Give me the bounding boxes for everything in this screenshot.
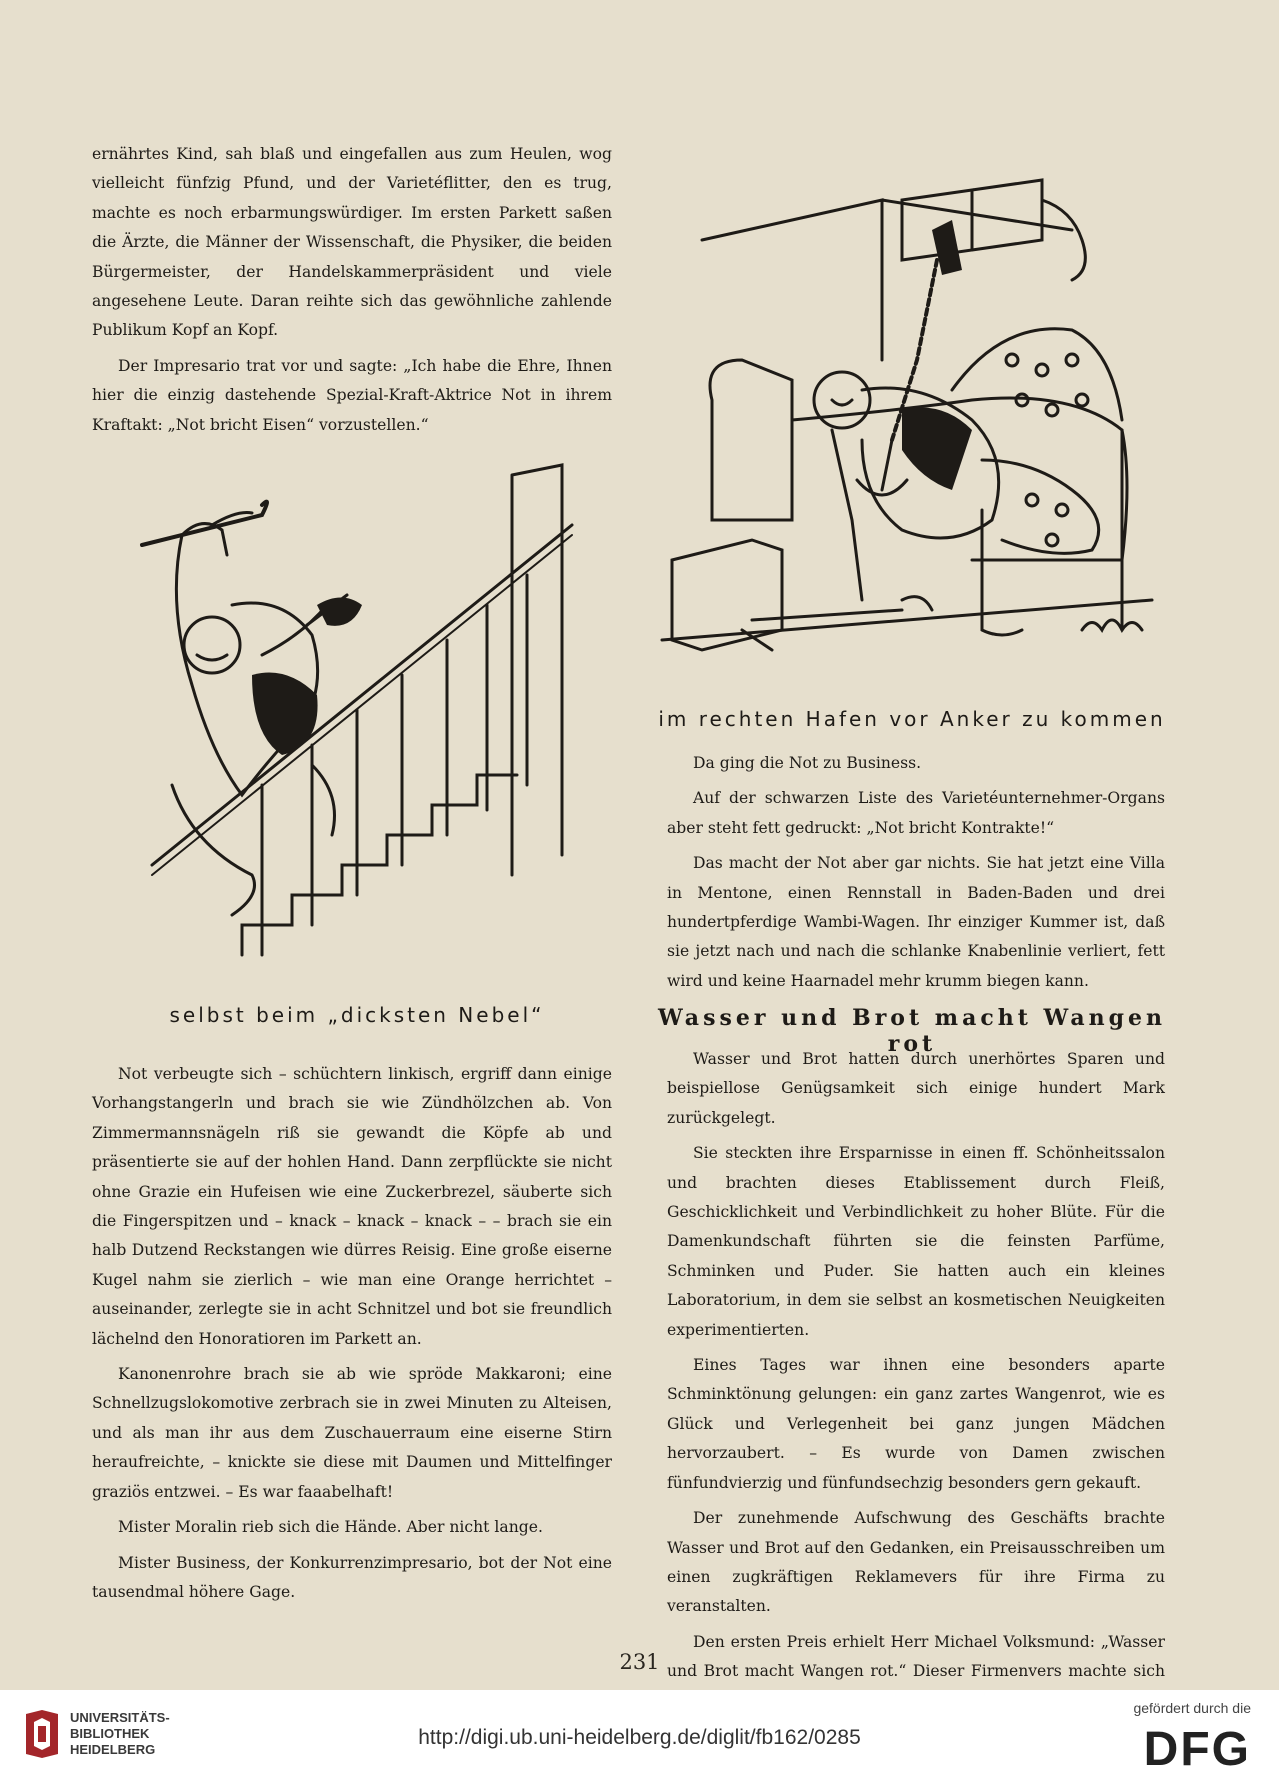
library-name-line: HEIDELBERG: [70, 1742, 156, 1757]
paragraph: Das macht der Not aber gar nichts. Sie hat jetzt eine Villa in Mentone, einen Rennstall in Baden-Baden und drei hundertpferdige Wambi-Wagen. Ihr einziger Kummer ist, daß sie jetzt nach und nach die schlanke Knabenlinie verliert, fett wird und keine Haarnadel mehr krumm biegen kann.: [667, 854, 1165, 990]
paragraph: Wasser und Brot hatten durch unerhörtes Sparen und beispiellose Genügsamkeit sich einige hundert Mark zurückgelegt.: [667, 1050, 1165, 1127]
right-text-bottom: [667, 1045, 1165, 1690]
section-heading: Wasser und Brot macht Wangen rot: [658, 1005, 1166, 1057]
paragraph: Mister Moralin rieb sich die Hände. Aber nicht lange.: [118, 1518, 543, 1537]
paragraph: Mister Business, der Konkurrenzimpresario, bot der Not eine tausendmal höhere Gage.: [92, 1553, 612, 1601]
left-text-bottom: [92, 1060, 612, 1613]
paragraph: ernährtes Kind, sah blaß und eingefallen aus zum Heulen, wog vielleicht fünfzig Pfund, und der Varietéflitter, den es trug, machte es noch erbarmungswürdiger. Im ersten Parkett saßen die Ärzte, die Männer der Wissenschaft, die Physiker, die beiden Bürgermeister, der Handelskammerpräsident und viele angesehene Leute. Daran reihte sich das gewöhnliche zahlende Publikum Kopf an Kopf.: [92, 145, 612, 340]
digital-url-link[interactable]: http://digi.ub.uni-heidelberg.de/diglit/fb162/0285: [418, 1726, 861, 1749]
staircase-illustration: [112, 455, 602, 965]
paragraph: Der Impresario trat vor und sagte: „Ich habe die Ehre, Ihnen hier die einzig dastehende Spezial-Kraft-Aktrice Not in ihrem Kraftakt: „Not bricht Eisen“ vorzustellen.“: [92, 356, 612, 434]
left-illustration-caption: selbst beim „dicksten Nebel“: [169, 1003, 545, 1027]
paragraph: Sie steckten ihre Ersparnisse in einen ff. Schönheitssalon und brachten dieses Etablissement durch Fleiß, Geschicklichkeit und Verbindlichkeit zu hoher Blüte. Für die Damenkundschaft führten sie die feinsten Parfüme, Schminken und Puder. Sie hatten auch ein kleines Laboratorium, in dem sie selbst an kosmetischen Neuigkeiten experimentierten.: [667, 1144, 1165, 1339]
footer-bar: [0, 1690, 1279, 1786]
page-number: 231: [619, 1650, 660, 1674]
library-name-line: UNIVERSITÄTS-: [70, 1710, 170, 1725]
paragraph: Not verbeugte sich – schüchtern linkisch, ergriff dann einige Vorhangstangerln und brach sie wie Zündhölzchen ab. Von Zimmermannsnägeln riß sie gewandt die Köpfe ab und präsentierte sie auf der hohlen Hand. Dann zerpflückte sie nicht ohne Grazie ein Hufeisen wie eine Zuckerbrezel, säuberte sich die Fingerspitzen und – knack – knack – knack – – brach sie ein halb Dutzend Reckstangen wie dürres Reisig. Eine große eiserne Kugel nahm sie zierlich – wie man eine Orange herrichtet – auseinander, zerlegte sie in acht Schnitzel und bot sie freundlich lächelnd den Honoratioren im Parkett an.: [92, 1065, 612, 1348]
library-name-line: BIBLIOTHEK: [70, 1726, 150, 1741]
paragraph: Eines Tages war ihnen eine besonders aparte Schminktönung gelungen: ein ganz zartes Wangenrot, wie es Glück und Verlegenheit bei ganz jungen Mädchen hervorzaubert. – Es wurde von Damen zwischen fünfundvierzig und fünfundsechzig besonders gern gekauft.: [667, 1356, 1165, 1492]
paragraph: Da ging die Not zu Business.: [693, 754, 922, 772]
paragraph: Den ersten Preis erhielt Herr Michael Volksmund: „Wasser und Brot macht Wangen rot.“ Dieser Firmenvers machte sich: [667, 1632, 1165, 1681]
left-text-top: [92, 140, 612, 446]
dfg-logo: DFG: [1143, 1723, 1251, 1776]
paragraph: Kanonenrohre brach sie ab wie spröde Makkaroni; eine Schnellzugslokomotive zerbrach sie in zwei Minuten zu Alteisen, und als man ihr aus dem Zuschauerraum eine eiserne Stirn heraufreichte, – knickte sie diese mit Daumen und Mittelfinger graziös entzwei. – Es war faaabelhaft!: [92, 1365, 612, 1501]
right-text-top: [667, 749, 1165, 1002]
bed-anchor-illustration: [652, 160, 1172, 680]
funded-by-label: gefördert durch die: [1133, 1700, 1251, 1716]
paragraph: Der zunehmende Aufschwung des Geschäfts brachte Wasser und Brot auf den Gedanken, ein Preisausschreiben um einen zugkräftigen Reklamevers für ihre Firma zu veranstalten.: [667, 1509, 1165, 1616]
paragraph: Auf der schwarzen Liste des Varietéunternehmer-Organs aber steht fett gedruckt: „Not bricht Kontrakte!“: [667, 789, 1165, 837]
right-illustration-caption: im rechten Hafen vor Anker zu kommen: [658, 707, 1166, 731]
